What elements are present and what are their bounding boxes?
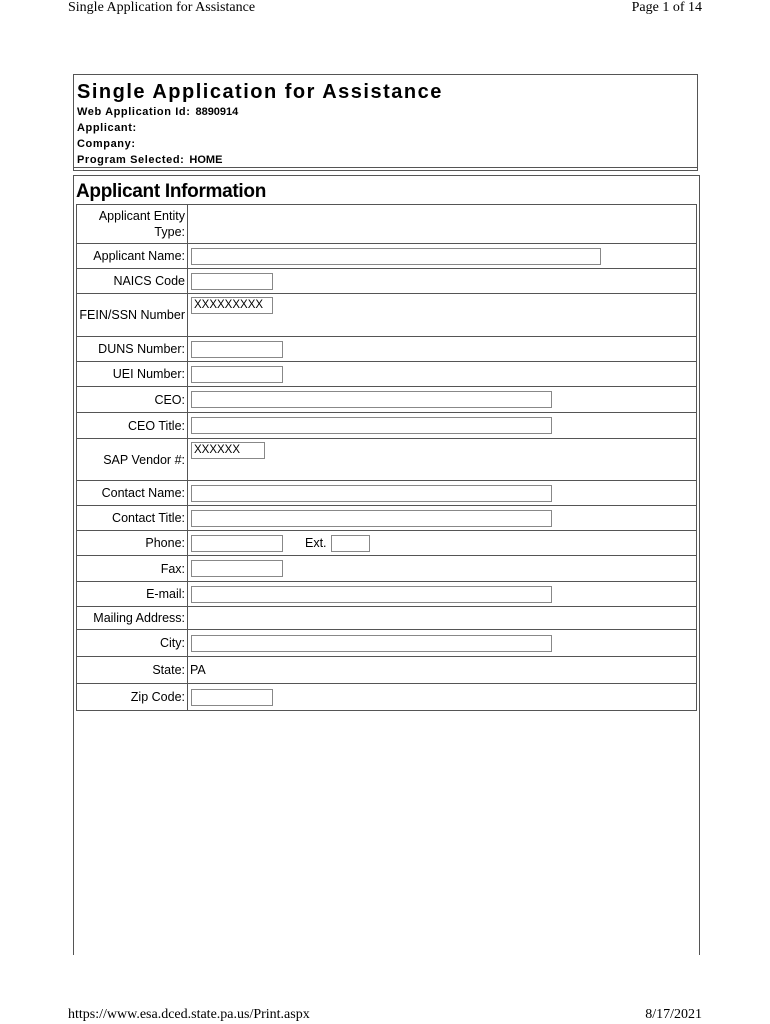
email-field[interactable]	[191, 586, 552, 603]
print-url: https://www.esa.dced.state.pa.us/Print.aspx	[68, 1007, 310, 1022]
email-label: E-mail:	[77, 582, 188, 607]
print-footer	[68, 1007, 702, 1023]
city-label: City:	[77, 630, 188, 657]
web-application-id-label: Web Application Id:	[77, 106, 191, 118]
row-ceo-title	[77, 413, 697, 439]
row-naics	[77, 269, 697, 294]
row-fein	[77, 294, 697, 337]
naics-label: NAICS Code	[77, 269, 188, 294]
row-contact-title	[77, 506, 697, 531]
applicant-line	[77, 122, 137, 134]
sap-vendor-field[interactable]: XXXXXX	[191, 442, 265, 459]
row-mailing-address	[77, 607, 697, 630]
contact-name-label: Contact Name:	[77, 481, 188, 506]
print-date: 8/17/2021	[645, 1007, 702, 1022]
ext-field[interactable]	[331, 535, 370, 552]
uei-field[interactable]	[191, 366, 283, 383]
row-email	[77, 582, 697, 607]
fax-field[interactable]	[191, 560, 283, 577]
page-title: Single Application for Assistance	[77, 81, 443, 103]
ceo-title-field[interactable]	[191, 417, 552, 434]
title-block	[73, 74, 698, 171]
print-header	[68, 0, 702, 16]
page-number: Page 1 of 14	[631, 0, 702, 15]
company-line	[77, 138, 136, 150]
applicant-name-field[interactable]	[191, 248, 601, 265]
ext-label: Ext.	[305, 536, 327, 550]
uei-label: UEI Number:	[77, 362, 188, 387]
state-label: State:	[77, 657, 188, 684]
web-application-id	[77, 106, 238, 118]
contact-name-field[interactable]	[191, 485, 552, 502]
row-uei	[77, 362, 697, 387]
row-applicant-name	[77, 244, 697, 269]
row-city	[77, 630, 697, 657]
row-ceo	[77, 387, 697, 413]
ceo-title-label: CEO Title:	[77, 413, 188, 439]
row-fax	[77, 556, 697, 582]
state-value: PA	[188, 657, 697, 684]
phone-field[interactable]	[191, 535, 283, 552]
row-phone	[77, 531, 697, 556]
phone-label: Phone:	[77, 531, 188, 556]
row-entity-type	[77, 205, 697, 244]
contact-title-label: Contact Title:	[77, 506, 188, 531]
entity-type-value	[188, 205, 697, 244]
applicant-form-table	[76, 204, 697, 711]
applicant-information-section	[73, 175, 700, 955]
section-title: Applicant Information	[76, 181, 267, 202]
row-sap-vendor	[77, 439, 697, 481]
ceo-field[interactable]	[191, 391, 552, 408]
naics-field[interactable]	[191, 273, 273, 290]
applicant-name-label: Applicant Name:	[77, 244, 188, 269]
city-field[interactable]	[191, 635, 552, 652]
row-duns	[77, 337, 697, 362]
company-label: Company:	[77, 138, 136, 150]
row-state	[77, 657, 697, 684]
web-application-id-value: 8890914	[195, 106, 239, 118]
mailing-address-label: Mailing Address:	[77, 607, 188, 630]
zip-label: Zip Code:	[77, 684, 188, 711]
fax-label: Fax:	[77, 556, 188, 582]
program-selected-label: Program Selected:	[77, 154, 185, 166]
entity-type-label: Applicant Entity Type:	[77, 205, 188, 244]
row-zip	[77, 684, 697, 711]
print-header-title: Single Application for Assistance	[68, 0, 256, 15]
zip-field[interactable]	[191, 689, 273, 706]
fein-field[interactable]: XXXXXXXXX	[191, 297, 273, 314]
mailing-address-value	[188, 607, 697, 630]
contact-title-field[interactable]	[191, 510, 552, 527]
row-contact-name	[77, 481, 697, 506]
program-selected	[77, 154, 222, 166]
sap-vendor-label: SAP Vendor #:	[77, 439, 188, 481]
applicant-label: Applicant:	[77, 122, 137, 134]
duns-label: DUNS Number:	[77, 337, 188, 362]
duns-field[interactable]	[191, 341, 283, 358]
fein-label: FEIN/SSN Number	[77, 294, 188, 337]
program-selected-value: HOME	[189, 154, 223, 166]
ceo-label: CEO:	[77, 387, 188, 413]
title-divider	[74, 167, 697, 168]
